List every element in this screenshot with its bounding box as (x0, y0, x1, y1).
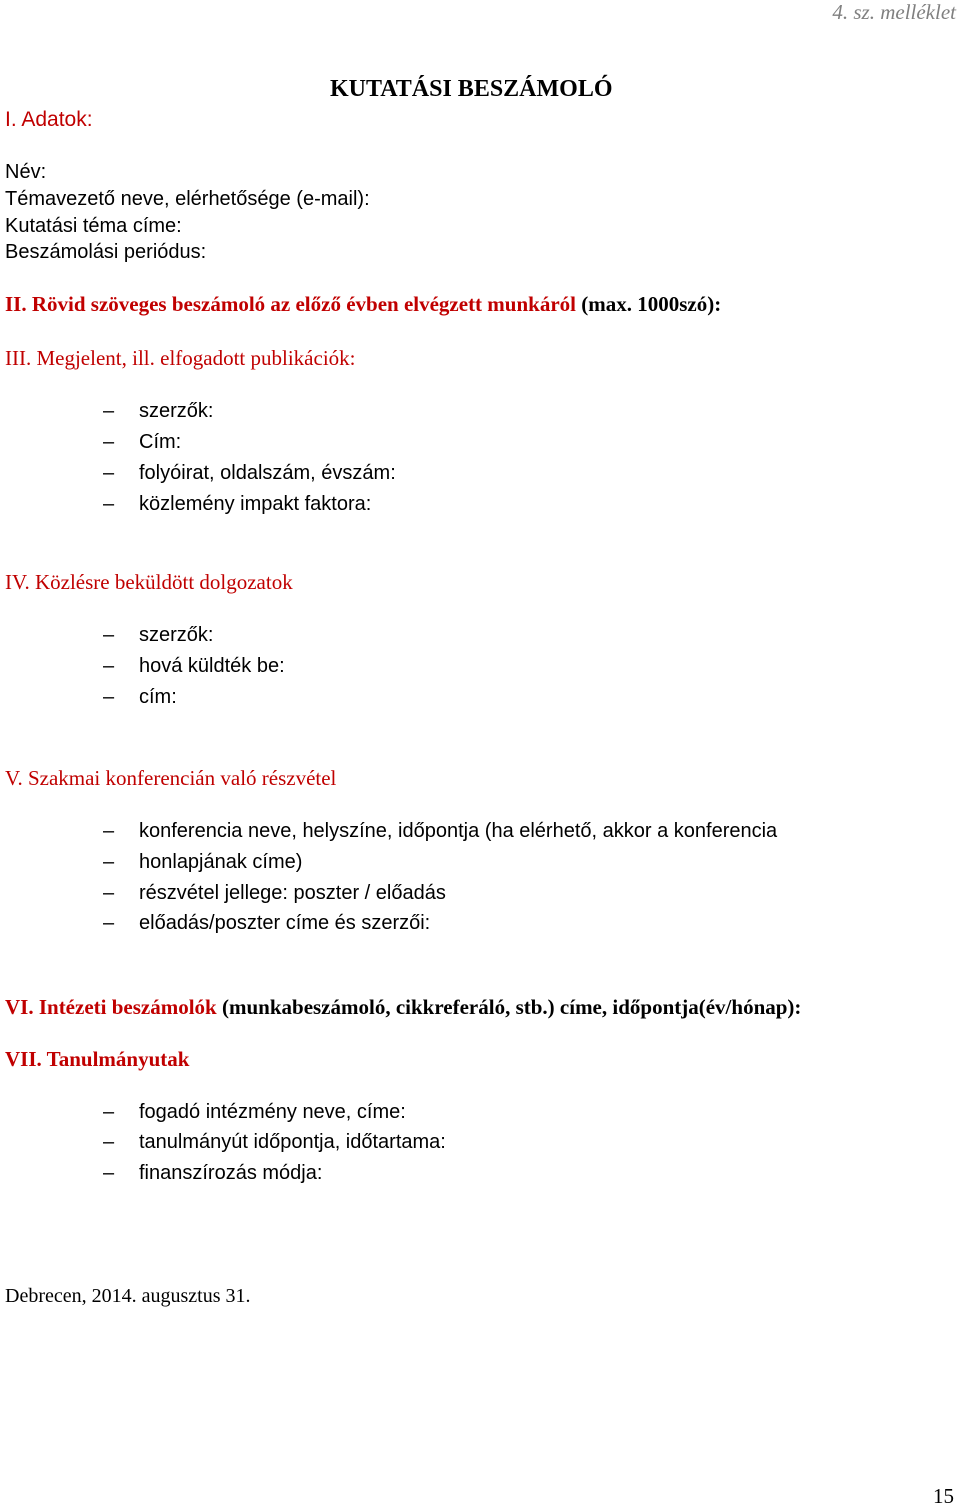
list-item: – hová küldték be: (103, 655, 285, 677)
list-item: – finanszírozás módja: (103, 1162, 323, 1184)
field-period: Beszámolási periódus: (5, 241, 207, 263)
dash-marker: – (103, 912, 115, 934)
section-2-heading (5, 292, 721, 317)
section-5-heading: V. Szakmai konferencián való részvétel (5, 766, 337, 790)
list-item: – szerzők: (103, 624, 214, 646)
list-item: – Cím: (103, 431, 182, 453)
dash-marker: – (103, 431, 115, 453)
dash-marker: – (103, 624, 115, 646)
section-3-heading: III. Megjelent, ill. elfogadott publikációk: (5, 346, 356, 370)
page-number: 15 (933, 1484, 954, 1508)
dash-marker: – (103, 400, 115, 422)
document-title: KUTATÁSI BESZÁMOLÓ (330, 76, 613, 102)
section-6-heading (5, 995, 801, 1020)
list-item: – folyóirat, oldalszám, évszám: (103, 462, 396, 484)
place-date-signoff: Debrecen, 2014. augusztus 31. (5, 1285, 251, 1307)
annex-label: 4. sz. melléklet (832, 0, 956, 24)
section-4-heading: IV. Közlésre beküldött dolgozatok (5, 570, 293, 594)
dash-marker: – (103, 1162, 115, 1184)
list-item: – konferencia neve, helyszíne, időpontja (ha elérhető, akkor a konferencia (103, 820, 778, 842)
list-item: – szerzők: (103, 400, 214, 422)
dash-marker: – (103, 820, 115, 842)
dash-marker: – (103, 493, 115, 515)
list-item: – cím: (103, 686, 177, 708)
section-6-heading-black: (munkabeszámoló, cikkreferáló, stb.) címe, időpontja(év/hónap): (216, 995, 802, 1019)
list-item: – tanulmányút időpontja, időtartama: (103, 1131, 446, 1153)
section-2-heading-black: (max. 1000szó): (576, 292, 722, 316)
list-item: – közlemény impakt faktora: (103, 493, 372, 515)
dash-marker: – (103, 851, 115, 873)
dash-marker: – (103, 462, 115, 484)
list-item: – fogadó intézmény neve, címe: (103, 1101, 406, 1123)
dash-marker: – (103, 882, 115, 904)
dash-marker: – (103, 1101, 115, 1123)
list-item: – előadás/poszter címe és szerzői: (103, 912, 431, 934)
field-supervisor: Témavezető neve, elérhetősége (e-mail): (5, 188, 370, 210)
dash-marker: – (103, 655, 115, 677)
section-1-heading: I. Adatok: (5, 108, 93, 131)
section-7-heading: VII. Tanulmányutak (5, 1047, 190, 1071)
field-name: Név: (5, 161, 47, 183)
dash-marker: – (103, 1131, 115, 1153)
field-topic: Kutatási téma címe: (5, 215, 182, 237)
dash-marker: – (103, 686, 115, 708)
section-6-heading-red: VI. Intézeti beszámolók (5, 995, 217, 1019)
list-item: – részvétel jellege: poszter / előadás (103, 882, 446, 904)
section-2-heading-red: II. Rövid szöveges beszámoló az előző évben elvégzett munkáról (5, 292, 576, 316)
list-item: – honlapjának címe) (103, 851, 303, 873)
